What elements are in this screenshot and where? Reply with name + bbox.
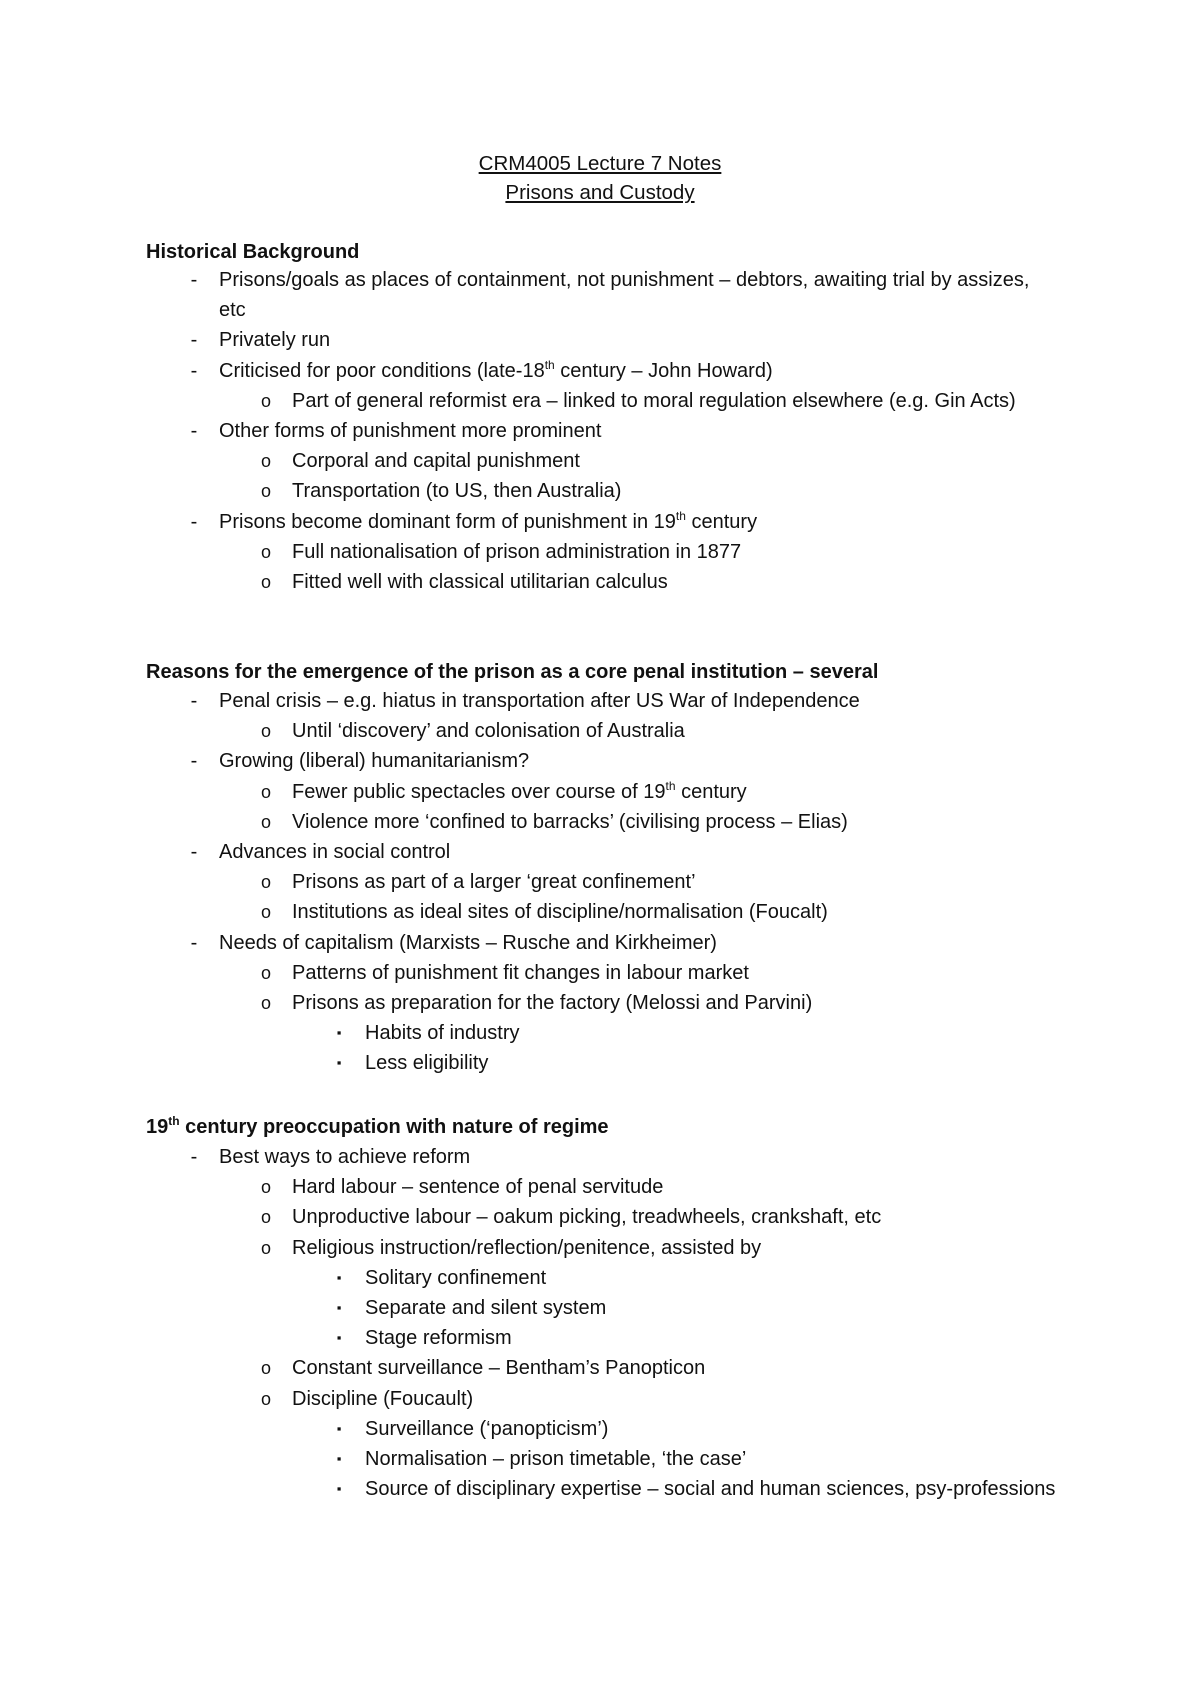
list-item xyxy=(146,446,1086,476)
list-item xyxy=(146,897,1086,927)
item-text: Penal crisis – e.g. hiatus in transportation after US War of Independence xyxy=(219,690,860,712)
section-heading-historical-background: Historical Background xyxy=(146,241,360,263)
heading-text-cont: century preoccupation with nature of regime xyxy=(179,1116,609,1138)
item-text: Privately run xyxy=(219,329,331,352)
circle-bullet: o xyxy=(260,1177,271,1198)
list-item xyxy=(146,1202,1086,1232)
circle-bullet: o xyxy=(260,811,271,832)
item-text: Separate and silent system xyxy=(365,1297,607,1320)
dash-bullet: - xyxy=(190,510,198,533)
item-text: Prisons become dominant form of punishment in 19 xyxy=(219,510,676,533)
circle-bullet: o xyxy=(260,572,271,593)
item-text: Prisons/goals as places of containment, not punishment – debtors, awaiting trial by assizes, etc xyxy=(219,269,1030,322)
list-item xyxy=(146,537,1086,567)
heading-text: 19 xyxy=(146,1116,169,1138)
circle-bullet: o xyxy=(260,993,271,1014)
document-title: CRM4005 Lecture 7 Notes xyxy=(478,152,722,175)
list-item xyxy=(146,1018,1086,1048)
list-item xyxy=(146,837,1086,867)
circle-bullet: o xyxy=(260,902,271,923)
item-text-cont: century xyxy=(675,780,747,803)
list-item xyxy=(146,265,1059,325)
section-list-reasons xyxy=(146,686,1086,1079)
square-bullet: ▪ xyxy=(336,1451,342,1467)
list-item xyxy=(146,1293,1086,1323)
square-bullet: ▪ xyxy=(336,1420,342,1436)
list-item xyxy=(146,958,1086,988)
list-item xyxy=(146,416,1086,446)
list-item xyxy=(146,686,1086,716)
list-item xyxy=(146,777,1086,807)
list-item xyxy=(146,1444,1086,1474)
item-text: Advances in social control xyxy=(219,841,451,864)
section-heading-19th-century xyxy=(146,1112,609,1142)
circle-bullet: o xyxy=(260,1388,271,1409)
item-text: Institutions as ideal sites of discipline/normalisation (Foucalt) xyxy=(292,901,828,924)
item-text: Hard labour – sentence of penal servitude xyxy=(292,1176,664,1199)
list-item xyxy=(146,476,1086,506)
list-item xyxy=(146,1474,1165,1504)
item-text: Needs of capitalism (Marxists – Rusche and Kirkheimer) xyxy=(219,931,717,954)
list-item xyxy=(146,1384,1086,1414)
dash-bullet: - xyxy=(190,269,198,291)
list-item xyxy=(146,356,1086,386)
circle-bullet: o xyxy=(260,721,271,742)
list-item xyxy=(146,1233,1086,1263)
square-bullet: ▪ xyxy=(336,1481,342,1497)
item-text: Corporal and capital punishment xyxy=(292,450,580,473)
item-text: Normalisation – prison timetable, ‘the case’ xyxy=(365,1448,747,1471)
list-item xyxy=(146,1353,1086,1383)
section-list-historical-background xyxy=(146,265,1086,597)
item-text: Solitary confinement xyxy=(365,1266,547,1289)
item-text: Fewer public spectacles over course of 19 xyxy=(292,780,666,803)
circle-bullet: o xyxy=(260,451,271,472)
list-item xyxy=(146,1172,1086,1202)
square-bullet: ▪ xyxy=(336,1055,342,1071)
list-item xyxy=(146,716,1086,746)
square-bullet: ▪ xyxy=(336,1269,342,1285)
circle-bullet: o xyxy=(260,781,271,802)
superscript: th xyxy=(665,778,676,793)
item-text: Patterns of punishment fit changes in labour market xyxy=(292,961,749,984)
item-text: Stage reformism xyxy=(365,1327,512,1350)
item-text: Full nationalisation of prison administration in 1877 xyxy=(292,540,742,563)
item-text: Less eligibility xyxy=(365,1052,489,1075)
list-item xyxy=(146,507,1086,537)
superscript: th xyxy=(675,508,686,523)
item-text: Violence more ‘confined to barracks’ (civilising process – Elias) xyxy=(292,810,848,833)
item-text: Other forms of punishment more prominent xyxy=(219,420,602,443)
document-subtitle: Prisons and Custody xyxy=(505,181,695,204)
item-text: Discipline (Foucault) xyxy=(292,1387,474,1410)
list-item xyxy=(146,1263,1086,1293)
list-item xyxy=(146,807,1086,837)
list-item xyxy=(146,325,1086,355)
circle-bullet: o xyxy=(260,872,271,893)
list-item xyxy=(146,928,1086,958)
list-item xyxy=(146,746,1086,776)
circle-bullet: o xyxy=(260,481,271,502)
circle-bullet: o xyxy=(260,1237,271,1258)
item-text: Growing (liberal) humanitarianism? xyxy=(219,750,530,773)
circle-bullet: o xyxy=(260,1207,271,1228)
square-bullet: ▪ xyxy=(336,1025,342,1041)
item-text: Until ‘discovery’ and colonisation of Australia xyxy=(292,720,685,743)
list-item xyxy=(146,988,1086,1018)
dash-bullet: - xyxy=(190,750,198,773)
item-text: Religious instruction/reflection/penitence, assisted by xyxy=(292,1236,762,1259)
square-bullet: ▪ xyxy=(336,1330,342,1346)
item-text: Constant surveillance – Bentham’s Panopticon xyxy=(292,1357,706,1380)
list-item xyxy=(146,1323,1086,1353)
item-text: Surveillance (‘panopticism’) xyxy=(365,1417,609,1440)
section-heading-reasons: Reasons for the emergence of the prison as a core penal institution – several xyxy=(146,661,879,683)
item-text: Criticised for poor conditions (late-18 xyxy=(219,359,545,382)
list-item xyxy=(146,386,1192,416)
section-list-19th-century xyxy=(146,1142,1086,1504)
list-item xyxy=(146,1142,1086,1172)
dash-bullet: - xyxy=(190,329,198,352)
list-item xyxy=(146,1048,1086,1078)
item-text: Habits of industry xyxy=(365,1022,520,1045)
item-text: Transportation (to US, then Australia) xyxy=(292,480,622,503)
item-text: Unproductive labour – oakum picking, treadwheels, crankshaft, etc xyxy=(292,1206,882,1229)
item-text-cont: century xyxy=(685,510,758,533)
circle-bullet: o xyxy=(260,390,271,411)
dash-bullet: - xyxy=(190,931,198,954)
dash-bullet: - xyxy=(190,359,198,382)
item-text: Best ways to achieve reform xyxy=(219,1146,471,1168)
list-item xyxy=(146,867,1086,897)
list-item xyxy=(146,567,1086,597)
item-text: Source of disciplinary expertise – social and human sciences, psy-professions xyxy=(365,1478,1056,1501)
item-text: Prisons as part of a larger ‘great confinement’ xyxy=(292,871,696,894)
circle-bullet: o xyxy=(260,962,271,983)
circle-bullet: o xyxy=(260,1358,271,1379)
dash-bullet: - xyxy=(190,420,198,443)
superscript: th xyxy=(168,1114,180,1128)
square-bullet: ▪ xyxy=(336,1300,342,1316)
dash-bullet: - xyxy=(190,1146,198,1168)
item-text-cont: century – John Howard) xyxy=(554,359,773,382)
item-text: Prisons as preparation for the factory (Melossi and Parvini) xyxy=(292,992,813,1015)
circle-bullet: o xyxy=(260,541,271,562)
superscript: th xyxy=(544,357,555,372)
item-text: Part of general reformist era – linked to moral regulation elsewhere (e.g. Gin Acts) xyxy=(292,389,1016,412)
list-item xyxy=(146,1414,1086,1444)
dash-bullet: - xyxy=(190,841,198,864)
dash-bullet: - xyxy=(190,690,198,712)
item-text: Fitted well with classical utilitarian calculus xyxy=(292,571,668,594)
